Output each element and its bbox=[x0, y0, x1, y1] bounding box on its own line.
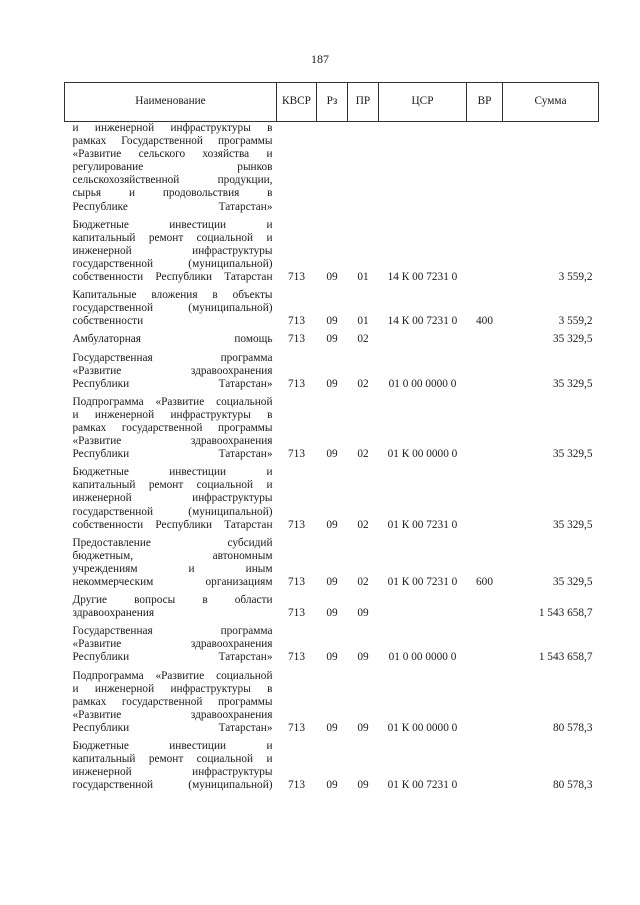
row-name-line: сельскохозяйственной продукции, bbox=[72, 174, 273, 187]
row-sum-cell: 35 329,5 bbox=[552, 448, 593, 461]
row-sum-cell: 35 329,5 bbox=[552, 333, 593, 346]
row-kvsr-cell bbox=[277, 122, 317, 219]
row-rz-cell: 09 bbox=[326, 377, 338, 390]
row-name-line: и инженерной инфраструктуры в bbox=[72, 682, 273, 695]
row-pr-cell: 09 bbox=[357, 607, 369, 620]
table-row bbox=[65, 670, 599, 740]
row-sum-cell: 80 578,3 bbox=[552, 779, 593, 792]
row-name-line: капитальный ремонт социальной и bbox=[72, 753, 273, 766]
row-name-line: Государственная программа bbox=[72, 351, 273, 364]
row-name-line: капитальный ремонт социальной и bbox=[72, 231, 273, 244]
table-row bbox=[65, 537, 599, 594]
row-vr-cell bbox=[467, 466, 503, 536]
row-vr-cell bbox=[467, 219, 503, 289]
row-name-line: Республики Татарстан» bbox=[72, 377, 273, 390]
table-header-row bbox=[65, 83, 599, 122]
row-name-cell bbox=[65, 396, 277, 466]
row-name-line: рамках государственной программы bbox=[72, 695, 273, 708]
row-csr-cell: 14 К 00 7231 0 bbox=[387, 271, 458, 284]
row-name-line: Подпрограмма «Развитие социальной bbox=[72, 669, 273, 682]
row-rz-cell: 09 bbox=[326, 721, 338, 734]
row-name-line: здравоохранения bbox=[72, 607, 155, 620]
row-rz-cell: 09 bbox=[326, 333, 338, 346]
row-kvsr-cell: 713 bbox=[288, 271, 305, 284]
row-kvsr-cell: 713 bbox=[288, 315, 305, 328]
row-name-line: собственности Республики Татарстан bbox=[72, 271, 273, 284]
row-name-line: Республики Татарстан» bbox=[72, 721, 273, 734]
row-pr-cell: 02 bbox=[357, 448, 369, 461]
row-vr-cell bbox=[467, 122, 503, 219]
row-sum-cell: 35 329,5 bbox=[552, 576, 593, 588]
row-vr-cell bbox=[467, 740, 503, 792]
row-vr-cell bbox=[467, 670, 503, 740]
row-name-line: Республике Татарстан» bbox=[72, 200, 273, 213]
row-sum-cell: 35 329,5 bbox=[552, 518, 593, 531]
row-sum-cell: 80 578,3 bbox=[552, 721, 593, 734]
table-row bbox=[65, 594, 599, 625]
row-name-line: собственности Республики Татарстан bbox=[72, 518, 273, 531]
row-kvsr-cell: 713 bbox=[288, 377, 305, 390]
row-name-line: Капитальные вложения в объекты bbox=[72, 289, 273, 302]
row-name-line: капитальный ремонт социальной и bbox=[72, 479, 273, 492]
row-name-line: «Развитие здравоохранения bbox=[72, 638, 273, 651]
row-name-line: инженерной инфраструктуры bbox=[72, 244, 273, 257]
row-rz-cell: 09 bbox=[326, 651, 338, 664]
header-pr: ПР bbox=[348, 83, 379, 122]
row-name-line: некоммерческим организациям bbox=[72, 576, 273, 588]
row-csr-cell: 01 К 00 7231 0 bbox=[387, 779, 458, 792]
row-kvsr-cell: 713 bbox=[288, 721, 305, 734]
row-name-cell bbox=[65, 352, 277, 396]
table-row bbox=[65, 352, 599, 396]
row-kvsr-cell: 713 bbox=[288, 651, 305, 664]
row-name-line: и инженерной инфраструктуры в bbox=[72, 122, 273, 134]
row-name-line: рамках государственной программы bbox=[72, 421, 273, 434]
row-vr-cell bbox=[467, 594, 503, 625]
row-csr-cell: 01 0 00 0000 0 bbox=[388, 651, 457, 664]
row-name-line: государственной (муниципальной) bbox=[72, 779, 273, 792]
table-row bbox=[65, 219, 599, 289]
row-sum-cell: 3 559,2 bbox=[558, 315, 593, 328]
table-row bbox=[65, 466, 599, 536]
row-name-line: регулирование рынков bbox=[72, 161, 273, 174]
row-vr-cell bbox=[467, 396, 503, 466]
row-name-line: «Развитие здравоохранения bbox=[72, 364, 273, 377]
row-rz-cell: 09 bbox=[326, 607, 338, 620]
row-name-cell bbox=[65, 289, 277, 333]
header-vr: ВР bbox=[467, 83, 503, 122]
row-sum-cell: 1 543 658,7 bbox=[538, 607, 593, 620]
table-body bbox=[65, 122, 599, 793]
row-name-line: и инженерной инфраструктуры в bbox=[72, 408, 273, 421]
row-kvsr-cell: 713 bbox=[288, 518, 305, 531]
header-kvsr: КВСР bbox=[277, 83, 317, 122]
row-name-line: государственной (муниципальной) bbox=[72, 257, 273, 270]
row-name-line: «Развитие здравоохранения bbox=[72, 708, 273, 721]
row-pr-cell: 09 bbox=[357, 651, 369, 664]
row-vr-cell bbox=[467, 333, 503, 351]
row-kvsr-cell: 713 bbox=[288, 607, 305, 620]
row-vr-cell: 400 bbox=[476, 315, 493, 328]
row-pr-cell: 02 bbox=[357, 333, 369, 346]
row-name-cell bbox=[65, 594, 277, 625]
row-csr-cell: 01 К 00 7231 0 bbox=[387, 518, 458, 531]
row-pr-cell bbox=[348, 122, 379, 219]
row-sum-cell: 35 329,5 bbox=[552, 377, 593, 390]
row-pr-cell: 02 bbox=[357, 518, 369, 531]
row-name-line: Бюджетные инвестиции и bbox=[72, 740, 273, 753]
row-name-line: рамках Государственной программы bbox=[72, 135, 273, 148]
row-name-line: Государственная программа bbox=[72, 625, 273, 638]
table-row bbox=[65, 289, 599, 333]
row-name-cell bbox=[65, 219, 277, 289]
row-csr-cell: 01 К 00 7231 0 bbox=[387, 576, 458, 588]
row-name-line: государственной (муниципальной) bbox=[72, 505, 273, 518]
table-row bbox=[65, 740, 599, 792]
row-csr-cell: 01 0 00 0000 0 bbox=[388, 377, 457, 390]
header-rz: Рз bbox=[317, 83, 348, 122]
row-name-line: Бюджетные инвестиции и bbox=[72, 466, 273, 479]
row-name-cell bbox=[65, 466, 277, 536]
row-rz-cell: 09 bbox=[326, 271, 338, 284]
row-name-line: «Развитие здравоохранения bbox=[72, 435, 273, 448]
row-csr-cell bbox=[379, 594, 467, 625]
row-pr-cell: 01 bbox=[357, 271, 369, 284]
row-sum-cell: 1 543 658,7 bbox=[538, 651, 593, 664]
row-name-line: собственности bbox=[72, 315, 144, 328]
row-name-line: Бюджетные инвестиции и bbox=[72, 218, 273, 231]
row-vr-cell: 600 bbox=[476, 576, 493, 588]
row-rz-cell bbox=[317, 122, 348, 219]
row-kvsr-cell: 713 bbox=[288, 779, 305, 792]
row-sum-cell bbox=[503, 122, 599, 219]
row-pr-cell: 01 bbox=[357, 315, 369, 328]
row-rz-cell: 09 bbox=[326, 576, 338, 588]
row-name-line: Другие вопросы в области bbox=[72, 594, 273, 607]
row-pr-cell: 02 bbox=[357, 576, 369, 588]
row-pr-cell: 02 bbox=[357, 377, 369, 390]
row-name-line: Подпрограмма «Развитие социальной bbox=[72, 395, 273, 408]
row-csr-cell: 01 К 00 0000 0 bbox=[387, 448, 458, 461]
row-name-line: Республики Татарстан» bbox=[72, 448, 273, 461]
row-rz-cell: 09 bbox=[326, 315, 338, 328]
table-row bbox=[65, 333, 599, 351]
header-csr: ЦСР bbox=[379, 83, 467, 122]
row-csr-cell bbox=[379, 333, 467, 351]
row-rz-cell: 09 bbox=[326, 518, 338, 531]
row-name-cell bbox=[65, 333, 277, 351]
table-row bbox=[65, 122, 599, 219]
row-name-line: Амбулаторная помощь bbox=[72, 333, 273, 346]
budget-table bbox=[64, 82, 599, 792]
row-kvsr-cell: 713 bbox=[288, 448, 305, 461]
row-name-line: инженерной инфраструктуры bbox=[72, 766, 273, 779]
row-vr-cell bbox=[467, 625, 503, 669]
row-vr-cell bbox=[467, 352, 503, 396]
row-pr-cell: 09 bbox=[357, 779, 369, 792]
row-name-cell bbox=[65, 122, 277, 219]
row-kvsr-cell: 713 bbox=[288, 333, 305, 346]
row-name-line: бюджетным, автономным bbox=[72, 549, 273, 562]
row-csr-cell: 14 К 00 7231 0 bbox=[387, 315, 458, 328]
row-name-line: государственной (муниципальной) bbox=[72, 302, 273, 315]
row-pr-cell: 09 bbox=[357, 721, 369, 734]
row-csr-cell: 01 К 00 0000 0 bbox=[387, 721, 458, 734]
row-rz-cell: 09 bbox=[326, 779, 338, 792]
row-name-line: сырья и продовольствия в bbox=[72, 187, 273, 200]
row-name-cell bbox=[65, 625, 277, 669]
row-name-cell bbox=[65, 740, 277, 792]
row-kvsr-cell: 713 bbox=[288, 576, 305, 588]
table-row bbox=[65, 396, 599, 466]
row-sum-cell: 3 559,2 bbox=[558, 271, 593, 284]
row-name-line: инженерной инфраструктуры bbox=[72, 492, 273, 505]
row-name-line: «Развитие сельского хозяйства и bbox=[72, 148, 273, 161]
row-name-line: Республики Татарстан» bbox=[72, 651, 273, 664]
header-sum: Сумма bbox=[503, 83, 599, 122]
table-row bbox=[65, 625, 599, 669]
row-name-cell bbox=[65, 537, 277, 594]
header-name: Наименование bbox=[65, 83, 277, 122]
row-name-line: учреждениям и иным bbox=[72, 562, 273, 575]
page-number: 187 bbox=[311, 52, 329, 66]
row-rz-cell: 09 bbox=[326, 448, 338, 461]
row-name-cell bbox=[65, 670, 277, 740]
row-csr-cell bbox=[379, 122, 467, 219]
row-name-line: Предоставление субсидий bbox=[72, 536, 273, 549]
